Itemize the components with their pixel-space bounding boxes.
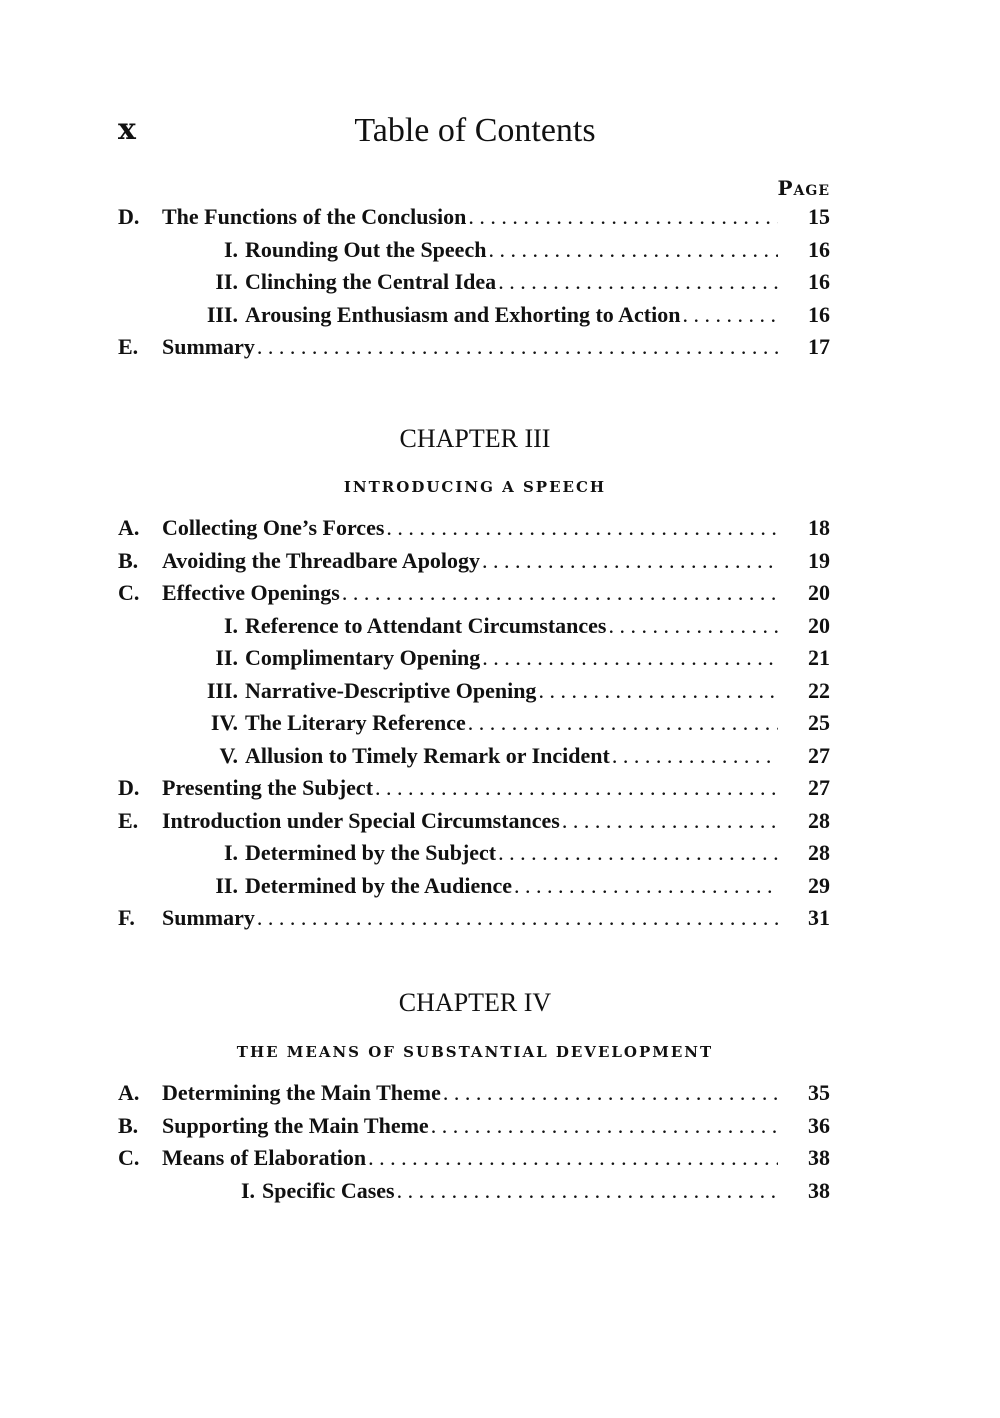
chapter-subtitle: THE MEANS OF SUBSTANTIAL DEVELOPMENT <box>236 1043 714 1061</box>
toc-entry-page: 36 <box>808 1112 830 1138</box>
toc-entry-page: 31 <box>808 905 830 930</box>
toc-entry-title: Means of Elaboration <box>162 1145 367 1170</box>
toc-entry-marker: V. <box>219 742 238 768</box>
dot-leader <box>488 237 778 263</box>
toc-entry-page: 21 <box>808 645 830 670</box>
toc-entry-page: 27 <box>808 742 830 768</box>
toc-entry-marker: II. <box>215 645 238 670</box>
toc-entry <box>118 645 830 678</box>
toc-entry-page: 28 <box>808 840 830 865</box>
toc-entry-marker: IV. <box>210 710 238 735</box>
dot-leader <box>386 515 778 541</box>
toc-entry-marker: B. <box>118 547 139 573</box>
toc-entry-page: 27 <box>808 775 830 800</box>
dot-leader <box>342 580 778 606</box>
toc-entry-title: Effective Openings <box>162 580 340 605</box>
toc-entry <box>118 580 830 613</box>
toc-entry-title: Determined by the Subject <box>245 840 497 865</box>
toc-entry-marker: A. <box>118 515 140 540</box>
toc-entry <box>118 302 830 335</box>
toc-entry <box>118 613 830 646</box>
toc-entry-title: Arousing Enthusiasm and Exhorting to Action <box>245 301 681 327</box>
toc-entry <box>118 710 830 743</box>
toc-entry-marker: III. <box>206 301 238 327</box>
toc-entry-title: Avoiding the Threadbare Apology <box>162 547 481 573</box>
toc-entry-marker: II. <box>215 269 238 294</box>
toc-entry-marker: E. <box>118 807 139 833</box>
toc-entry-marker: II. <box>215 872 238 898</box>
toc-entry-marker: A. <box>118 1080 140 1105</box>
toc-entry-page: 35 <box>808 1080 830 1105</box>
dot-leader <box>498 269 778 295</box>
running-head-title: Table of Contents <box>354 112 596 149</box>
toc-entry-marker: I. <box>223 236 238 262</box>
toc-entry <box>118 1113 830 1146</box>
toc-entry <box>118 1145 830 1178</box>
dot-leader <box>397 1178 778 1204</box>
toc-entry-title: Narrative-Descriptive Opening <box>245 677 537 703</box>
toc-entry-page: 20 <box>808 612 830 638</box>
toc-entry-title: Summary <box>162 905 255 930</box>
toc-entry-title: Collecting One’s Forces <box>162 515 385 540</box>
chapter-subtitle: INTRODUCING A SPEECH <box>343 478 607 496</box>
dot-leader <box>257 334 778 360</box>
toc-entry <box>118 678 830 711</box>
toc-entry-marker: D. <box>118 775 140 800</box>
chapter-heading: CHAPTER III <box>399 424 551 453</box>
toc-entry-title: Allusion to Timely Remark or Incident <box>245 742 610 768</box>
dot-leader <box>482 548 778 574</box>
toc-entry-page: 28 <box>808 807 830 833</box>
toc-entry-marker: C. <box>118 1145 140 1170</box>
toc-entry-page: 16 <box>808 301 830 327</box>
toc-entry-page: 16 <box>808 269 830 294</box>
toc-entry-marker: I. <box>223 612 238 638</box>
toc-entry-title: Introduction under Special Circumstances <box>162 807 560 833</box>
toc-entry-marker: F. <box>118 905 135 930</box>
toc-entry-page: 25 <box>808 710 830 735</box>
dot-leader <box>443 1080 778 1106</box>
toc-entry-page: 15 <box>808 204 830 229</box>
toc-entry-page: 29 <box>808 872 830 898</box>
toc-entry <box>118 204 830 237</box>
toc-entry-title: The Literary Reference <box>245 710 466 735</box>
toc-entry-page: 17 <box>808 334 830 359</box>
toc-block-chapter-iii <box>118 515 830 938</box>
dot-leader <box>514 873 778 899</box>
toc-entry-page: 16 <box>808 236 830 262</box>
toc-entry-title: Determined by the Audience <box>245 872 513 898</box>
toc-entry-marker: E. <box>118 334 139 359</box>
toc-entry-marker: III. <box>206 677 238 703</box>
toc-entry-marker: B. <box>118 1112 139 1138</box>
dot-leader <box>468 204 778 230</box>
toc-entry <box>118 905 830 938</box>
toc-entry-title: Complimentary Opening <box>245 645 481 670</box>
toc-entry-page: 38 <box>808 1145 830 1170</box>
toc-entry-page: 19 <box>808 547 830 573</box>
toc-entry <box>118 743 830 776</box>
dot-leader <box>468 710 778 736</box>
toc-entry <box>118 548 830 581</box>
toc-entry <box>118 775 830 808</box>
toc-entry-title: The Functions of the Conclusion <box>162 204 467 229</box>
toc-entry-page: 22 <box>808 677 830 703</box>
toc-entry <box>118 808 830 841</box>
page-folio: x <box>118 112 136 147</box>
toc-entry-title: Presenting the Subject <box>162 775 374 800</box>
dot-leader <box>562 808 778 834</box>
toc-entry <box>118 1080 830 1113</box>
dot-leader <box>612 743 778 769</box>
toc-entry <box>118 873 830 906</box>
toc-entry <box>118 1178 830 1211</box>
toc-entry-title: Specific Cases <box>262 1177 395 1203</box>
toc-entry <box>118 334 830 367</box>
page-column-heading: Page <box>777 176 830 200</box>
toc-entry-marker: I. <box>240 1177 255 1203</box>
toc-entry-title: Summary <box>162 334 255 359</box>
toc-entry-marker: C. <box>118 580 140 605</box>
chapter-heading: CHAPTER IV <box>398 988 552 1017</box>
toc-entry-page: 18 <box>808 515 830 540</box>
toc-entry <box>118 515 830 548</box>
dot-leader <box>482 645 778 671</box>
dot-leader <box>609 613 779 639</box>
dot-leader <box>368 1145 778 1171</box>
toc-entry-title: Clinching the Central Idea <box>245 269 497 294</box>
toc-entry-page: 38 <box>808 1177 830 1203</box>
toc-entry-title: Rounding Out the Speech <box>245 236 487 262</box>
toc-entry-marker: I. <box>223 840 238 865</box>
toc-entry-marker: D. <box>118 204 140 229</box>
dot-leader <box>498 840 778 866</box>
toc-entry-title: Supporting the Main Theme <box>162 1112 429 1138</box>
dot-leader <box>431 1113 778 1139</box>
toc-block-continued <box>118 204 830 367</box>
toc-entry <box>118 237 830 270</box>
dot-leader <box>257 905 778 931</box>
dot-leader <box>375 775 778 801</box>
toc-entry <box>118 840 830 873</box>
toc-entry-title: Determining the Main Theme <box>162 1080 441 1105</box>
dot-leader <box>682 302 778 328</box>
toc-entry-page: 20 <box>808 580 830 605</box>
toc-entry <box>118 269 830 302</box>
toc-block-chapter-iv <box>118 1080 830 1210</box>
dot-leader <box>538 678 778 704</box>
toc-entry-title: Reference to Attendant Circumstances <box>245 612 607 638</box>
